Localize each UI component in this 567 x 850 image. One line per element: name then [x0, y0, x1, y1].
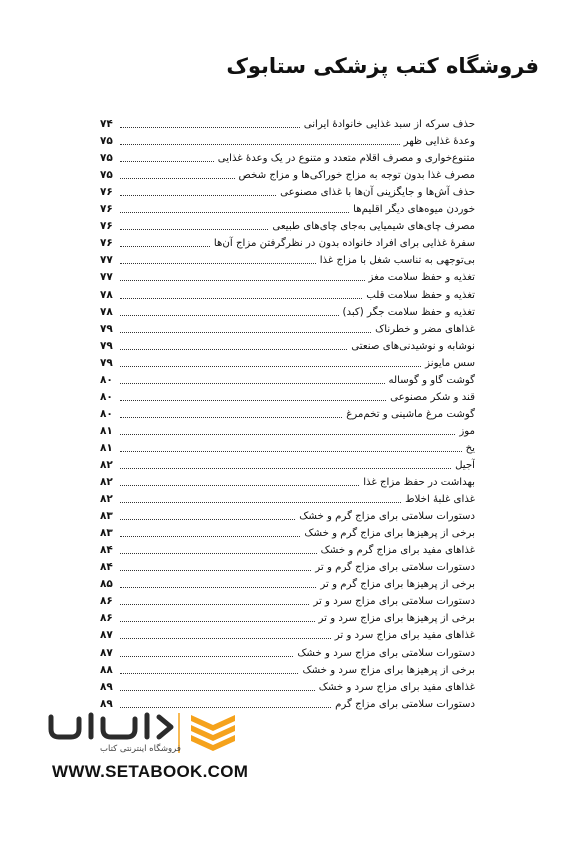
toc-page-number: ۸۲: [100, 476, 113, 489]
dot-leader: [120, 466, 451, 469]
dot-leader: [120, 227, 268, 230]
website-url: WWW.SETABOOK.COM: [52, 762, 249, 781]
dot-leader: [120, 585, 316, 588]
toc-entry-title: دستورات سلامتی برای مزاج سرد و خشک: [297, 647, 475, 659]
dot-leader: [120, 449, 462, 452]
toc-page-number: ۸۰: [100, 390, 113, 403]
toc-row: [100, 353, 475, 370]
toc-page-number: ۸۶: [100, 612, 113, 625]
toc-page-number: ۷۵: [100, 152, 113, 165]
toc-entry-title: دستورات سلامتی برای مزاج گرم و خشک: [299, 511, 475, 523]
dot-leader: [120, 364, 421, 367]
dot-leader: [120, 193, 276, 196]
dot-leader: [120, 415, 342, 418]
toc-entry-title: برخی از پرهیزها برای مزاج گرم و تر: [320, 579, 475, 591]
toc-page-number: ۸۷: [100, 629, 113, 642]
toc-entry-title: برخی از پرهیزها برای مزاج سرد و خشک: [302, 664, 475, 676]
toc-entry-title: دستورات سلامتی برای مزاج گرم و تر: [315, 562, 475, 574]
toc-entry-title: تغذیه و حفظ سلامت مغز: [368, 272, 475, 284]
toc-row: [100, 540, 475, 557]
toc-row: [100, 523, 475, 540]
dot-leader: [120, 483, 359, 486]
toc-page-number: ۷۶: [100, 186, 113, 199]
toc-page-number: ۷۶: [100, 237, 113, 250]
toc-page-number: ۸۳: [100, 510, 113, 523]
toc-page-number: ۷۷: [100, 254, 113, 267]
toc-entry-title: حذف سرکه از سبد غذایی خانوادهٔ ایرانی: [303, 119, 475, 131]
dot-leader: [120, 671, 298, 674]
toc-entry-title: یخ: [465, 442, 475, 454]
toc-row: [100, 165, 475, 182]
toc-row: [100, 421, 475, 438]
toc-row: [100, 625, 475, 642]
table-of-contents: [100, 114, 475, 711]
toc-entry-title: آجیل: [455, 459, 475, 471]
toc-row: [100, 608, 475, 625]
toc-page-number: ۸۹: [100, 680, 113, 693]
dot-leader: [120, 568, 311, 571]
toc-entry-title: حذف آش‌ها و جایگزینی آن‌ها با غذای مصنوعی: [280, 187, 475, 199]
toc-row: [100, 574, 475, 591]
dot-leader: [120, 381, 385, 384]
toc-row: [100, 284, 475, 301]
dot-leader: [120, 125, 300, 128]
dot-leader: [120, 688, 315, 691]
toc-row: [100, 267, 475, 284]
toc-page-number: ۸۴: [100, 561, 113, 574]
toc-page-number: ۸۵: [100, 578, 113, 591]
dot-leader: [120, 159, 214, 162]
toc-entry-title: برخی از پرهیزها برای مزاج سرد و تر: [318, 613, 475, 625]
toc-page-number: ۸۲: [100, 458, 113, 471]
toc-page-number: ۷۵: [100, 135, 113, 148]
toc-page-number: ۸۰: [100, 373, 113, 386]
toc-entry-title: غذاهای مفید برای مزاج سرد و تر: [334, 630, 475, 642]
toc-page-number: ۸۱: [100, 441, 113, 454]
toc-entry-title: گوشت مرغ ماشینی و تخم‌مرغ: [346, 408, 475, 420]
toc-entry-title: دستورات سلامتی برای مزاج سرد و تر: [313, 596, 475, 608]
dot-leader: [120, 330, 371, 333]
toc-row: [100, 182, 475, 199]
toc-entry-title: قند و شکر مصنوعی: [390, 391, 475, 403]
toc-entry-title: مصرف چای‌های شیمیایی به‌جای چای‌های طبیعی: [272, 221, 475, 233]
dot-leader: [120, 261, 316, 264]
dot-leader: [120, 210, 349, 213]
dot-leader: [120, 347, 347, 350]
toc-page-number: ۸۹: [100, 697, 113, 710]
dot-leader: [120, 313, 339, 316]
toc-entry-title: غذاهای مضر و خطرناک: [375, 323, 475, 335]
dot-leader: [120, 602, 309, 605]
toc-page-number: ۷۶: [100, 203, 113, 216]
toc-row: [100, 660, 475, 677]
toc-entry-title: تغذیه و حفظ سلامت جگر (کبد): [342, 306, 475, 318]
toc-page-number: ۸۸: [100, 663, 113, 676]
toc-row: [100, 319, 475, 336]
toc-entry-title: سس مایونز: [425, 357, 475, 369]
toc-row: [100, 336, 475, 353]
toc-page-number: ۸۴: [100, 544, 113, 557]
toc-page-number: ۷۸: [100, 288, 113, 301]
toc-row: [100, 642, 475, 659]
toc-row: [100, 131, 475, 148]
toc-page-number: ۸۷: [100, 646, 113, 659]
dot-leader: [120, 278, 365, 281]
dot-leader: [120, 517, 295, 520]
toc-row: [100, 233, 475, 250]
toc-row: [100, 489, 475, 506]
page-title: فروشگاه کتب پزشکی ستابوک: [226, 54, 539, 78]
dot-leader: [120, 500, 401, 503]
toc-page-number: ۷۹: [100, 322, 113, 335]
toc-entry-title: خوردن میوه‌های دیگر اقلیم‌ها: [353, 204, 475, 216]
dot-leader: [120, 296, 362, 299]
toc-row: [100, 114, 475, 131]
toc-row: [100, 472, 475, 489]
toc-entry-title: متنوع‌خواری و مصرف اقلام متعدد و متنوع در یک وعدهٔ غذایی: [217, 153, 475, 165]
toc-page-number: ۸۰: [100, 407, 113, 420]
dot-leader: [120, 534, 300, 537]
toc-row: [100, 216, 475, 233]
toc-entry-title: وعدهٔ غذایی ظهر: [403, 136, 475, 148]
dot-leader: [120, 142, 400, 145]
toc-row: [100, 438, 475, 455]
dot-leader: [120, 619, 315, 622]
toc-row: [100, 455, 475, 472]
dot-leader: [120, 432, 455, 435]
toc-row: [100, 370, 475, 387]
toc-entry-title: موز: [459, 425, 475, 437]
dot-leader: [120, 551, 317, 554]
dot-leader: [120, 244, 210, 247]
toc-entry-title: بهداشت در حفظ مزاج غذا: [363, 477, 475, 489]
toc-row: [100, 250, 475, 267]
toc-row: [100, 387, 475, 404]
logo-tagline: فروشگاه اینترنتی کتاب: [100, 744, 181, 754]
toc-entry-title: سفرهٔ غذایی برای افراد خانواده بدون در نظرگرفتن مزاج آن‌ها: [213, 238, 475, 250]
dot-leader: [120, 398, 386, 401]
toc-entry-title: مصرف غذا بدون توجه به مزاج خوراکی‌ها و مزاج شخص: [238, 170, 475, 182]
toc-entry-title: غذاهای مفید برای مزاج گرم و خشک: [320, 545, 475, 557]
toc-page-number: ۷۹: [100, 356, 113, 369]
toc-row: [100, 591, 475, 608]
toc-entry-title: نوشابه و نوشیدنی‌های صنعتی: [351, 340, 475, 352]
dot-leader: [120, 705, 331, 708]
toc-page-number: ۸۲: [100, 493, 113, 506]
toc-page-number: ۷۶: [100, 220, 113, 233]
toc-page-number: ۷۵: [100, 169, 113, 182]
toc-page-number: ۷۹: [100, 339, 113, 352]
toc-entry-title: تغذیه و حفظ سلامت قلب: [366, 289, 475, 301]
toc-row: [100, 302, 475, 319]
toc-page-number: ۸۶: [100, 595, 113, 608]
toc-page-number: ۷۴: [100, 118, 113, 131]
toc-page-number: ۸۳: [100, 527, 113, 540]
dot-leader: [120, 176, 235, 179]
toc-page-number: ۸۱: [100, 424, 113, 437]
toc-row: [100, 404, 475, 421]
toc-entry-title: گوشت گاو و گوساله: [388, 374, 475, 386]
toc-entry-title: غذاهای مفید برای مزاج سرد و خشک: [318, 681, 475, 693]
toc-row: [100, 557, 475, 574]
toc-entry-title: برخی از پرهیزها برای مزاج گرم و خشک: [304, 528, 475, 540]
toc-row: [100, 506, 475, 523]
toc-row: [100, 677, 475, 694]
toc-entry-title: غذای غلبهٔ اخلاط: [405, 494, 475, 506]
toc-page-number: ۷۷: [100, 271, 113, 284]
toc-entry-title: دستورات سلامتی برای مزاج گرم: [335, 698, 475, 710]
dot-leader: [120, 636, 331, 639]
toc-row: [100, 199, 475, 216]
toc-entry-title: بی‌توجهی به تناسب شغل با مزاج غذا: [319, 255, 475, 267]
toc-row: [100, 148, 475, 165]
toc-page-number: ۷۸: [100, 305, 113, 318]
dot-leader: [120, 654, 293, 657]
